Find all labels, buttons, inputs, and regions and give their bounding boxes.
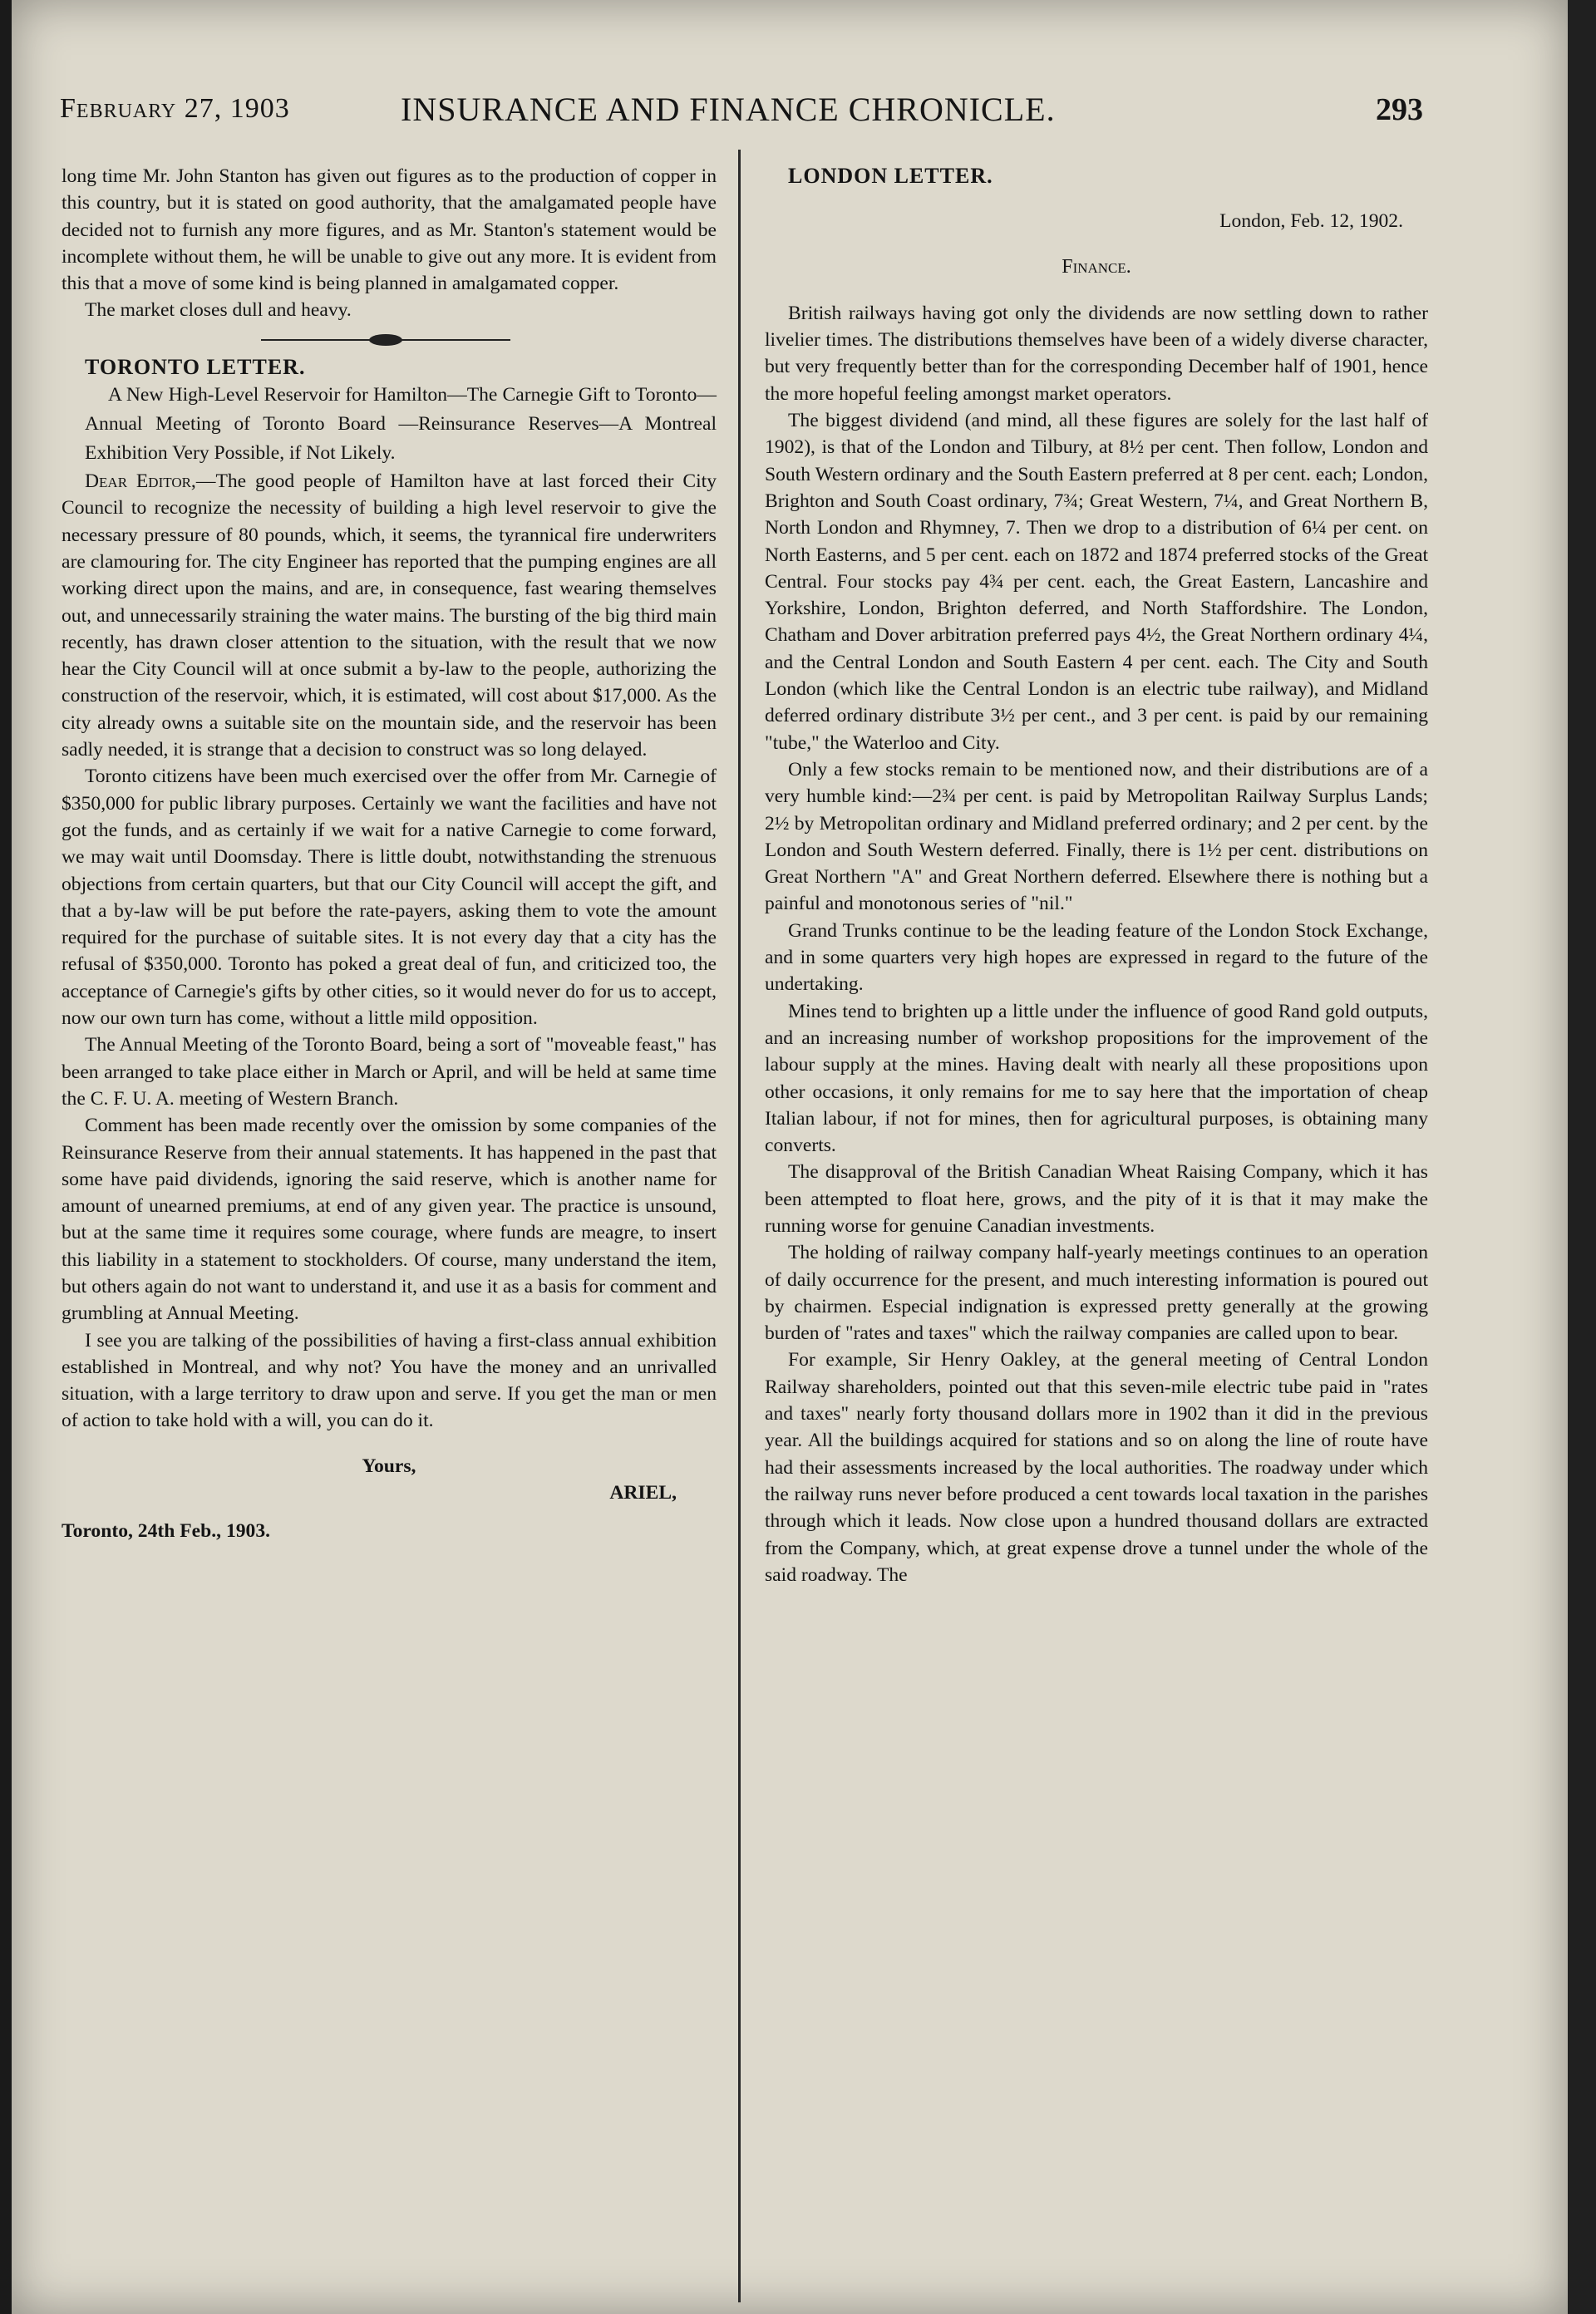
london-paragraph-grand-trunks: Grand Trunks continue to be the leading feature of the London Stock Exchange, and in some quarters very high hopes are expressed in regard to the future of the undertaking. xyxy=(765,919,1428,996)
market-paragraph: The market closes dull and heavy. xyxy=(85,299,352,322)
header-date: February 27, 1903 xyxy=(60,93,290,124)
letter-paragraph-reinsurance: Comment has been made recently over the omission by some companies of the Reinsurance Reserve from their annual statements. It has happened in the past that some have paid dividends, ignoring the said reserve, which is another name for amount of unearned premiums, at end of any given year. The practice is unsound, but at the same time it requires some courage, where funds are meagre, to insert this liability in a statement to stockholders. Of course, many understand the item, but others again do not want to understand it, and use it as a basis for comment and grumbling at Annual Meeting. xyxy=(62,1115,717,1325)
header-page-number: 293 xyxy=(1376,92,1423,127)
page-header xyxy=(60,86,1423,136)
letter-signature: ARIEL, xyxy=(609,1482,677,1504)
letter-place-date: Toronto, 24th Feb., 1903. xyxy=(62,1520,271,1543)
toronto-letter-title: TORONTO LETTER. xyxy=(85,354,306,379)
column-divider xyxy=(738,150,741,2302)
london-paragraph-stocks: Only a few stocks remain to be mentioned now, and their distributions are of a very humble kind:—2¾ per cent. is paid by Metropolitan Railway Surplus Lands; 2½ by Metropolitan ordinary and Midland preferred ordinary; and 2 per cent. by the London and South Western deferred. Finally, there is 1½ per cent. distributions on Great Northern "A" and Great Northern deferred. Elsewhere there is nothing but a painful and monotonous series of "nil." xyxy=(765,758,1428,915)
finance-rubric: Finance. xyxy=(1062,255,1131,278)
letter-paragraph-carnegie: Toronto citizens have been much exercised over the offer from Mr. Carnegie of $350,000 for public library purposes. Certainly we want the facilities and have not got the funds, and as certainly if we wait for a native Carnegie to come forward, we may wait until Doomsday. There is little doubt, notwithstanding the strenuous objections from certain quarters, but that our City Council will accept the gift, and that a by-law will be put before the rate-payers, asking them to vote the amount required for the purchase of suitable sites. It is not every day that a city has the refusal of $350,000. Toronto has poked a great deal of fun, and criticized too, the acceptance of Carnegie's gifts by other cities, so it would never do for us to accept, now our own turn has come, without a little mild opposition. xyxy=(62,766,717,1030)
header-title: INSURANCE AND FINANCE CHRONICLE. xyxy=(401,91,1056,128)
letter-closing: Yours, xyxy=(362,1455,416,1477)
london-paragraph-mines: Mines tend to brighten up a little under the influence of good Rand gold outputs, and an increasing number of workshop propositions for the improvement of the labour supply at the mines. Having dealt with nearly all these propositions upon other occasions, it only remains for me to say here that the importation of cheap Italian labour, if not for mines, then for agricultural purposes, is obtaining many converts. xyxy=(765,1000,1428,1157)
london-dateline: London, Feb. 12, 1902. xyxy=(1219,210,1403,233)
london-paragraph-oakley: For example, Sir Henry Oakley, at the general meeting of Central London Railway shareholders, pointed out that this seven-mile electric tube paid in "rates and taxes" nearly forty thousand dollars more in 1902 than it did in the previous year. All the buildings acquired for stations and so on along the line of route have had their assessments increased by the local authorities. The roadway under which the railway runs never before produced a cent towards local taxation in the parishes through which it leads. Now close upon a hundred thousand dollars are extracted from the Company, which, at great expense drove a tunnel under the whole of the said roadway. The xyxy=(765,1349,1428,1586)
london-paragraph-wheat: The disapproval of the British Canadian Wheat Raising Company, which it has been attempted to float here, grows, and the pity of it is that it may make the running worse for genuine Canadian investments. xyxy=(765,1161,1428,1237)
london-paragraph-dividends: The biggest dividend (and mind, all these figures are solely for the last half of 1902), is that of the London and Tilbury, at 8½ per cent. Then follow, London and South Western ordinary and the South Eastern preferred at 8 per cent. each; London, Brighton and South Coast ordinary, 7¾; Great Western, 7¼, and Great Northern B, North London and Rhymney, 7. Then we drop to a distribution of 6¼ per cent. on North Easterns, and 5 per cent. each on 1872 and 1874 preferred stocks of the Great Central. Four stocks pay 4¾ per cent. each, the Great Eastern, Lancashire and Yorkshire, London, Brighton deferred, and North Staffordshire. The London, Chatham and Dover arbitration preferred pays 4½, the Great Northern ordinary 4¼, and the Central London and South Eastern 4 per cent. each. The City and South London (which like the Central London is an electric tube railway), and Midland deferred ordinary distribute 3½ per cent., and 3 per cent. is paid by our remaining "tube," the Waterloo and City. xyxy=(765,410,1428,754)
london-letter-title: LONDON LETTER. xyxy=(788,164,993,188)
toronto-letter-subheads: A New High-Level Reservoir for Hamilton—The Carnegie Gift to Toronto—Annual Meeting of Toronto Board —Reinsurance Reserves—A Montreal Exhibition Very Possible, if Not Likely. xyxy=(85,384,717,465)
london-paragraph-railways: British railways having got only the dividends are now settling down to rather livelier times. The distributions themselves have been of a widely diverse character, but very frequently better than for the corresponding December half of 1901, hence the more hopeful feeling amongst market operators. xyxy=(765,302,1428,405)
ornament-divider xyxy=(62,324,717,354)
letter-paragraph-hamilton xyxy=(62,468,717,763)
copper-paragraph: long time Mr. John Stanton has given out figures as to the production of copper in this country, but it is stated on good authority, that the amalgamated people have decided not to furnish any more figures, and as Mr. Stanton's statement would be incomplete without them, he will be unable to give out any more. It is evident from this that a move of some kind is being planned in amalgamated copper. xyxy=(62,165,717,295)
right-column xyxy=(765,163,1428,1588)
newspaper-page xyxy=(12,0,1568,2314)
london-paragraph-meetings: The holding of railway company half-yearly meetings continues to an operation of daily occurrence for the present, and much interesting information is poured out by chairmen. Especial indignation is expressed pretty generally at the growing burden of "rates and taxes" which the railway companies are called upon to bear. xyxy=(765,1242,1428,1345)
letter-paragraph-exhibition: I see you are talking of the possibilities of having a first-class annual exhibition established in Montreal, and why not? You have the money and an unrivalled situation, with a large territory to draw upon and serve. If you get the man or men of action to take hold with a will, you can do it. xyxy=(62,1329,717,1432)
left-column xyxy=(62,163,717,1545)
binding-edge xyxy=(1568,0,1596,2314)
letter-paragraph-annual-meeting: The Annual Meeting of the Toronto Board, being a sort of "moveable feast," has been arranged to take place either in March or April, and will be held at same time the C. F. U. A. meeting of Western Branch. xyxy=(62,1034,717,1110)
salutation: Dear Editor, xyxy=(85,470,196,493)
letter-first-text: —The good people of Hamilton have at last forced their City Council to recognize the necessity of building a high level reservoir to give the necessary pressure of 80 pounds, which, it seems, the tyrannical fire underwriters are clamouring for. The city Engineer has reported that the pumping engines are all working direct upon the mains, and are, in consequence, fast wearing themselves out, and unnecessarily straining the water mains. The bursting of the big third main recently, has drawn closer attention to the situation, with the result that we now hear the City Council will at once submit a by-law to the people, authorizing the construction of the reservoir, which, it is estimated, will cost about $17,000. As the city already owns a suitable site on the mountain side, and the reservoir has been sadly needed, it is strange that a decision to construct was so long delayed. xyxy=(62,470,717,761)
